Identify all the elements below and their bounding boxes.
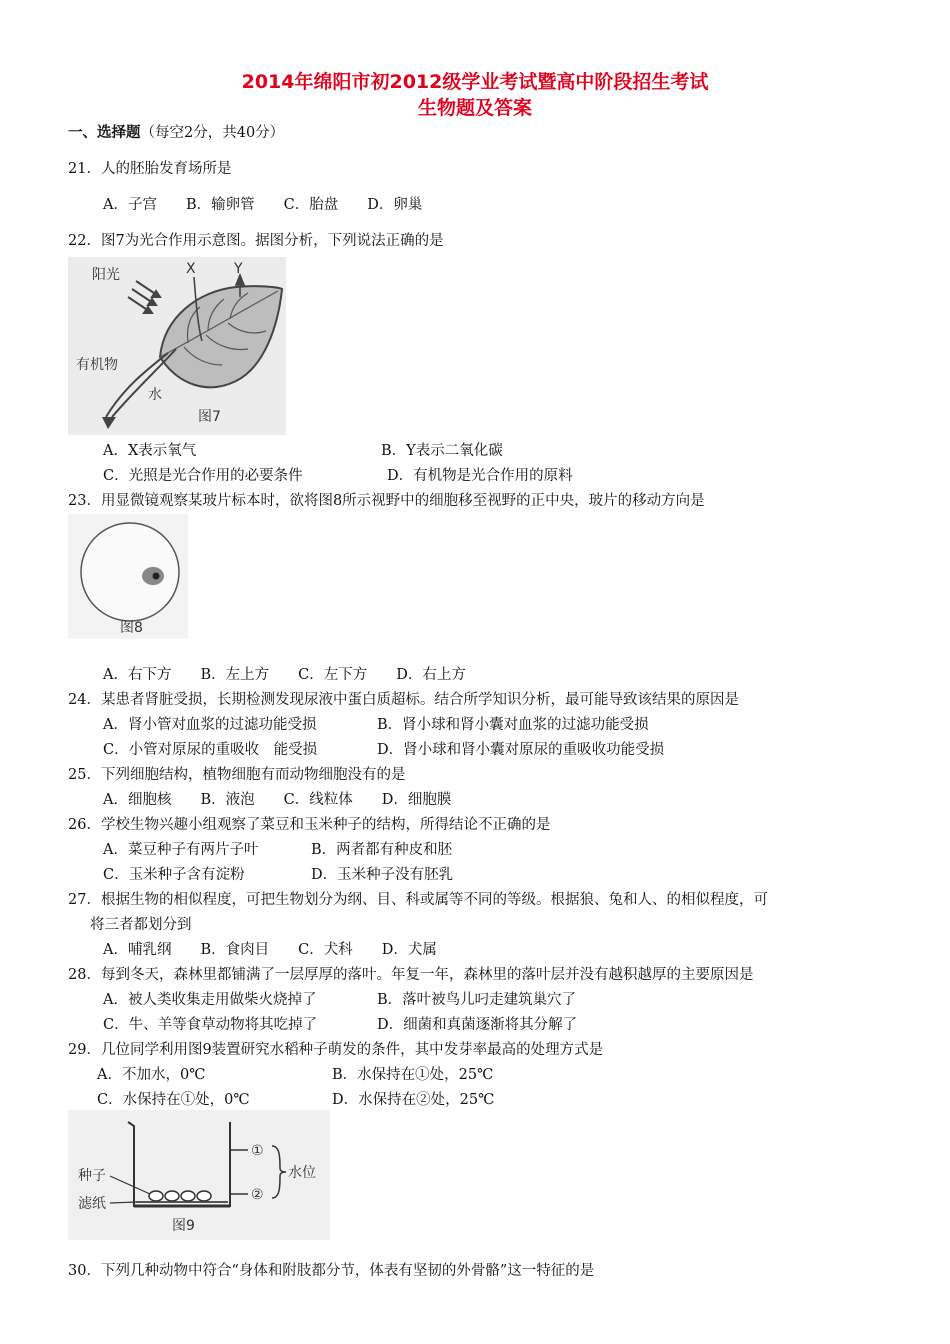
section-note: （每空2分，共40分） xyxy=(140,125,285,141)
q26-option-c: C．玉米种子含有淀粉 xyxy=(103,867,245,883)
fig7-caption: 图7 xyxy=(198,409,221,425)
q22-stem: 22．图7为光合作用示意图。据图分析，下列说法正确的是 xyxy=(68,233,444,249)
q22-option-b: B．Y表示二氧化碳 xyxy=(381,443,503,459)
q24-option-c: C．小管对原尿的重吸收 能受损 xyxy=(103,742,318,758)
q26-option-d: D．玉米种子没有胚乳 xyxy=(311,867,454,883)
q26-stem: 26．学校生物兴趣小组观察了菜豆和玉米种子的结构，所得结论不正确的是 xyxy=(68,817,551,833)
q24-option-b: B．肾小球和肾小囊对血浆的过滤功能受损 xyxy=(377,717,649,733)
fig7-organic-label: 有机物 xyxy=(76,357,118,373)
fig7-y-label: Y xyxy=(234,261,243,277)
q27-options: A．哺乳纲 B．食肉目 C．犬科 D．犬属 xyxy=(103,942,437,958)
q29-option-a: A．不加水，0℃ xyxy=(97,1067,206,1083)
q21-stem: 21．人的胚胎发育场所是 xyxy=(68,161,232,177)
q22-option-c: C．光照是光合作用的必要条件 xyxy=(103,468,303,484)
q28-option-d: D．细菌和真菌逐渐将其分解了 xyxy=(377,1017,578,1033)
q29-option-c: C．水保持在①处，0℃ xyxy=(97,1092,250,1108)
figure-8-microscope-view xyxy=(68,514,188,639)
q30-stem: 30．下列几种动物中符合“身体和附肢都分节，体表有坚韧的外骨骼”这一特征的是 xyxy=(68,1263,595,1279)
title-line-1: 2014年绵阳市初2012级学业考试暨高中阶段招生考试 xyxy=(241,71,709,93)
q28-option-b: B．落叶被鸟儿叼走建筑巢穴了 xyxy=(377,992,577,1008)
fig7-x-label: X xyxy=(186,261,196,277)
q27-stem-line-2: 将三者都划分到 xyxy=(90,917,192,933)
q22-option-a: A．X表示氧气 xyxy=(103,443,197,459)
q28-stem: 28．每到冬天，森林里都铺满了一层厚厚的落叶。年复一年，森林里的落叶层并没有越积越厚的主要原因是 xyxy=(68,967,754,983)
fig8-caption: 图8 xyxy=(120,620,143,636)
figure-7-photosynthesis xyxy=(68,257,286,435)
q28-option-c: C．牛、羊等食草动物将其吃掉了 xyxy=(103,1017,318,1033)
q29-option-b: B．水保持在①处，25℃ xyxy=(332,1067,494,1083)
q24-option-d: D．肾小球和肾小囊对原尿的重吸收功能受损 xyxy=(377,742,665,758)
q21-options: A．子宫 B．输卵管 C．胎盘 D．卵巢 xyxy=(103,197,423,213)
title-line-2: 生物题及答案 xyxy=(417,97,532,119)
q24-option-a: A．肾小管对血浆的过滤功能受损 xyxy=(103,717,317,733)
figure-9-germination-setup xyxy=(68,1110,330,1240)
q25-stem: 25．下列细胞结构，植物细胞有而动物细胞没有的是 xyxy=(68,767,406,783)
q23-stem: 23．用显微镜观察某玻片标本时，欲将图8所示视野中的细胞移至视野的正中央，玻片的移动方向是 xyxy=(68,493,705,509)
fig9-level-1: ① xyxy=(251,1143,264,1159)
fig9-water-level-label: 水位 xyxy=(288,1165,316,1181)
section-title: 一、选择题 xyxy=(68,125,141,141)
q22-option-d: D．有机物是光合作用的原料 xyxy=(387,468,573,484)
q29-stem: 29．几位同学利用图9装置研究水稻种子萌发的条件，其中发芽率最高的处理方式是 xyxy=(68,1042,604,1058)
q26-option-a: A．菜豆种子有两片子叶 xyxy=(103,842,259,858)
fig9-seed-label: 种子 xyxy=(78,1168,106,1184)
fig7-sunlight-label: 阳光 xyxy=(92,267,120,283)
q24-stem: 24．某患者肾脏受损，长期检测发现尿液中蛋白质超标。结合所学知识分析，最可能导致该结果的原因是 xyxy=(68,692,739,708)
q26-option-b: B．两者都有种皮和胚 xyxy=(311,842,453,858)
fig9-level-2: ② xyxy=(251,1187,264,1203)
q25-options: A．细胞核 B．液泡 C．线粒体 D．细胞膜 xyxy=(103,792,452,808)
fig9-filter-label: 滤纸 xyxy=(78,1196,106,1212)
fig7-water-label: 水 xyxy=(148,387,162,403)
q28-option-a: A．被人类收集走用做柴火烧掉了 xyxy=(103,992,317,1008)
q27-stem-line-1: 27．根据生物的相似程度，可把生物划分为纲、目、科或属等不同的等级。根据狼、兔和人、的相似程度，可 xyxy=(68,892,768,908)
fig9-caption: 图9 xyxy=(172,1218,195,1234)
field-of-view-circle xyxy=(81,523,179,621)
q23-options: A．右下方 B．左上方 C．左下方 D．右上方 xyxy=(103,667,466,683)
section-heading xyxy=(68,121,284,142)
q29-option-d: D．水保持在②处，25℃ xyxy=(332,1092,495,1108)
